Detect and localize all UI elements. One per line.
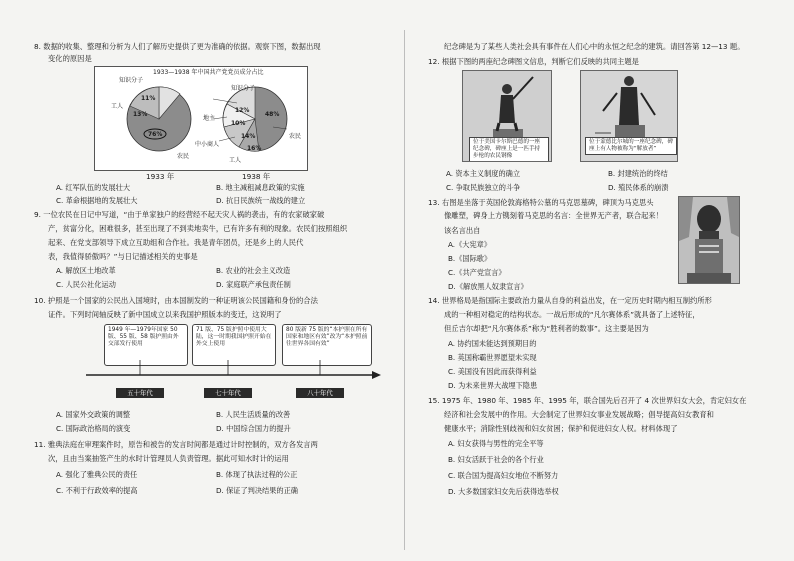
q9-stem-line2: 产，贫富分化，困难很多，甚至出现了不到卖地卖牛，已有许多有利的现象。农民们按照组织 xyxy=(48,224,348,233)
q14-option-d[interactable]: D. 为未来世界大战埋下隐患 xyxy=(448,381,538,390)
q15-stem-line1: 15. 1975 年、1980 年、1985 年、1995 年，联合国先后召开了 4 次世界妇女大会，肯定妇女在 xyxy=(428,396,747,405)
year-1938: 1938 年 xyxy=(242,172,271,181)
q8-option-a[interactable]: A. 红军队伍的发展壮大 xyxy=(56,183,131,192)
q9-stem-line3: 起来、在党支部领导下成立互助组和合作社。我是青年团员，还是乡上的人民代 xyxy=(48,238,304,247)
q10-option-a[interactable]: A. 国家外交政策的调整 xyxy=(56,410,131,419)
q12-option-c[interactable]: C. 争取民族独立的斗争 xyxy=(446,183,521,192)
marx-tomb-photo xyxy=(678,196,740,284)
q14-stem-line3: 但丘吉尔却把“凡尔赛体系”称为“胜利者的数事”。这主要是因为 xyxy=(444,324,649,333)
label-1933-intellectuals: 知识分子 xyxy=(119,77,144,84)
q13-stem-line1: 13. 右图是坐落于英国伦敦海格特公墓的马克思墓碑，碑顶为马克思头 xyxy=(428,198,654,207)
q13-option-d[interactable]: D.《解放黑人奴隶宣言》 xyxy=(448,282,528,291)
timeline-note-50s: 1949 年—1979年国家 50 版、55 版、58 版护照由外交部发行使用 xyxy=(104,324,188,366)
q15-stem-line2: 经济和社会发展中的作用。大会制定了世界妇女事业发展战略；倡导提高妇女教育和 xyxy=(444,410,714,419)
q14-stem-line1: 14. 世界格局是指国际主要政治力量从自身的利益出发，在一定历史时期内相互制约所形 xyxy=(428,296,712,305)
q15-option-d[interactable]: D. 大多数国家妇女先后获得选举权 xyxy=(448,487,559,496)
label-1938-landlord: 地主 xyxy=(203,115,216,122)
q11-option-d[interactable]: D. 保证了判决结果的正确 xyxy=(216,486,298,495)
q10-option-b[interactable]: B. 人民生活质量的改善 xyxy=(216,410,291,419)
timeline-note-70s: 71 版、75 版护照中使用大陆，这一时期我国护照开始在外交上使用 xyxy=(192,324,276,366)
timeline-label-50s: 五十年代 xyxy=(116,388,164,398)
monument-photo-2 xyxy=(580,70,678,162)
q15-option-a[interactable]: A. 妇女获得与男性的完全平等 xyxy=(448,439,544,448)
q14-stem-line2: 成的一种相对稳定的结构状态。一战后形成的“凡尔赛体系”就具备了上述特征， xyxy=(444,310,700,319)
q9-option-d[interactable]: D. 家庭联产承包责任制 xyxy=(216,280,291,289)
q10-stem-line2: 证件。下列时间轴反映了新中国成立以来我国护照版本的变迁，这说明了 xyxy=(48,310,282,319)
q11-option-c[interactable]: C. 不利于行政效率的提高 xyxy=(56,486,138,495)
monument-caption-2: 位于蒙德比尔城的一座纪念碑，碑座上有人物被称为“解放者” xyxy=(585,137,677,155)
q13-option-c[interactable]: C.《共产党宣言》 xyxy=(448,268,506,277)
q8-pie-figure xyxy=(94,66,308,171)
label-1933-workers: 工人 xyxy=(111,103,124,110)
q8-option-c[interactable]: C. 革命根据地的发展壮大 xyxy=(56,196,138,205)
passport-timeline xyxy=(86,360,382,390)
q12-13-intro: 纪念碑是为了某些人类社会具有事件在人们心中的永恒之纪念的建筑。请回答第 12—13 题。 xyxy=(444,42,745,51)
value-1938-merchants: 14% xyxy=(241,133,256,140)
pie-1938 xyxy=(213,87,287,151)
value-1938-workers: 16% xyxy=(247,145,262,152)
year-1933: 1933 年 xyxy=(146,172,175,181)
q14-option-b[interactable]: B. 英国称霸世界愿望未实现 xyxy=(448,353,537,362)
label-1938-intellectuals: 知识分子 xyxy=(231,85,256,92)
figure-title: 1933—1938 年中国共产党党员成分占比 xyxy=(153,69,264,76)
q13-option-b[interactable]: B.《国际歌》 xyxy=(448,254,492,263)
q15-stem-line3: 健康水平；消除性别歧视和妇女贫困；保护和促进妇女人权。材料体现了 xyxy=(444,424,678,433)
q11-stem-line1: 11. 雅典法庭在审理案件时，原告和被告的发言时间都是通过计时控制的，双方各发言两 xyxy=(34,440,318,449)
monument-photo-1 xyxy=(462,70,552,162)
value-1933-workers: 13% xyxy=(133,111,148,118)
label-1938-peasants: 农民 xyxy=(289,133,302,140)
q9-stem-line4: 表，我值得骄傲吗？”与日记描述相关的史事是 xyxy=(48,252,198,261)
value-1938-peasants: 48% xyxy=(265,111,280,118)
q12-option-d[interactable]: D. 殖民体系的崩溃 xyxy=(608,183,669,192)
q12-stem: 12. 根据下图的两座纪念碑图文信息，判断它们反映的共同主题是 xyxy=(428,57,639,66)
value-1938-intellectuals: 12% xyxy=(235,107,250,114)
monument-caption-1: 位于美国卡尔斯巴德的一座纪念碑，碑座上是一匹手持步枪的农民钢像 xyxy=(469,137,549,162)
timeline-label-80s: 八十年代 xyxy=(296,388,344,398)
q14-option-c[interactable]: C. 美国没有因此而获得利益 xyxy=(448,367,537,376)
value-1933-intellectuals: 11% xyxy=(141,95,156,102)
label-1938-merchants: 中小商人 xyxy=(195,141,220,148)
q13-stem-line2: 像雕塑，碑身上方镌刻着马克思的名言：全世界无产者，联合起来！ xyxy=(444,211,663,220)
q12-option-b[interactable]: B. 封建统治的终结 xyxy=(608,169,668,178)
q11-option-a[interactable]: A. 强化了雅典公民的责任 xyxy=(56,470,138,479)
timeline-arrow-icon xyxy=(372,371,381,379)
q10-stem-line1: 10. 护照是一个国家的公民出入国境时，由本国制发的一种证明该公民国籍和身份的合法 xyxy=(34,296,318,305)
q12-option-a[interactable]: A. 资本主义制度的确立 xyxy=(446,169,521,178)
q8-stem-line2: 变化的原因是 xyxy=(48,54,92,63)
marx-tomb-image xyxy=(679,197,739,283)
q9-option-c[interactable]: C. 人民公社化运动 xyxy=(56,280,116,289)
column-divider xyxy=(404,30,405,550)
q11-stem-line2: 次，且由当案抽签产生的水时计管理员人负责管理。据此可知水时计的运用 xyxy=(48,454,289,463)
q9-option-a[interactable]: A. 解放区土地改革 xyxy=(56,266,116,275)
q13-stem-line3: 该名言出自 xyxy=(444,226,481,235)
q8-option-b[interactable]: B. 地主减租减息政策的实施 xyxy=(216,183,305,192)
q11-option-b[interactable]: B. 体现了执法过程的公正 xyxy=(216,470,298,479)
q9-stem-line1: 9. 一位农民在日记中写道，“由于单家独户的经营经不起天灾人祸的袭击，有的农家破家破 xyxy=(34,210,325,219)
q13-option-a[interactable]: A.《大宪章》 xyxy=(448,240,492,249)
q14-option-a[interactable]: A. 协约国未能达到预期目的 xyxy=(448,339,537,348)
label-1938-workers: 工人 xyxy=(229,157,242,164)
value-1938-landlord: 10% xyxy=(231,120,246,127)
timeline-label-70s: 七十年代 xyxy=(204,388,252,398)
q8-option-d[interactable]: D. 抗日民族统一战线的建立 xyxy=(216,196,306,205)
q10-option-d[interactable]: D. 中国综合国力的提升 xyxy=(216,424,291,433)
label-1933-peasants: 农民 xyxy=(177,153,190,160)
value-1933-peasants: 76% xyxy=(148,131,163,138)
q15-option-c[interactable]: C. 联合国为提高妇女地位不断努力 xyxy=(448,471,559,480)
q8-stem-line1: 8. 数据的收集、整理和分析为人们了解历史提供了更为准确的依据。观察下图，数据出现 xyxy=(34,42,321,51)
q15-option-b[interactable]: B. 妇女活跃于社会的各个行业 xyxy=(448,455,544,464)
pie-1933 xyxy=(127,87,191,151)
timeline-note-80s: 80 版新 75 版的“本护照在所有国家和地区有效”改为“本护照前往世界各国有效” xyxy=(282,324,372,366)
q10-option-c[interactable]: C. 国际政治格局的演变 xyxy=(56,424,131,433)
q9-option-b[interactable]: B. 农业的社会主义改造 xyxy=(216,266,291,275)
